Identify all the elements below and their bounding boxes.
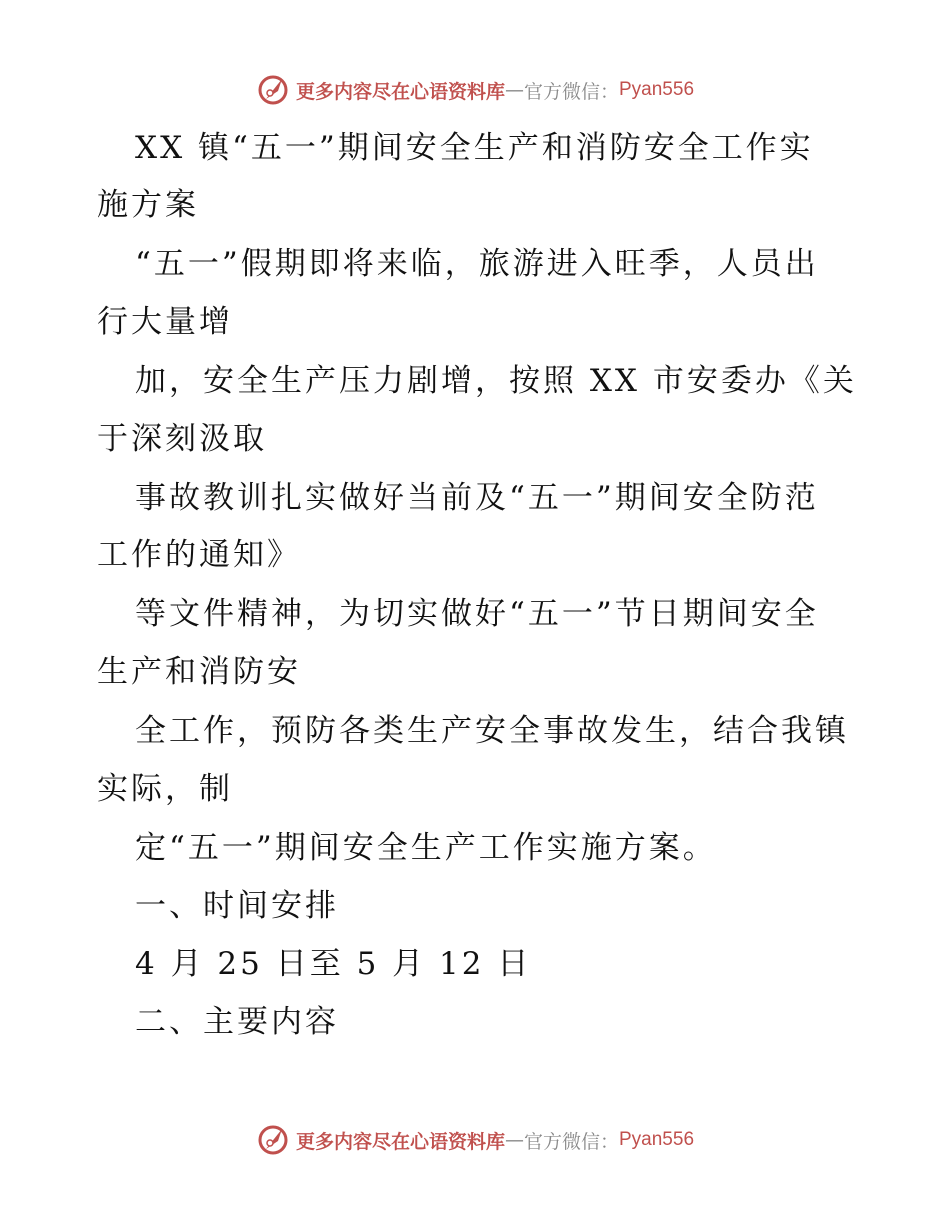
watermark-wechat-label: 官方微信： <box>523 1130 619 1153</box>
paragraph-line: 行大量增 <box>97 304 233 340</box>
watermark-footer <box>0 1122 950 1158</box>
paragraph-line: 定“五一”期间安全生产工作实施方案。 <box>135 830 717 866</box>
paragraph-line: 生产和消防安 <box>97 654 301 690</box>
watermark-wechat-id: Pyan556 <box>619 1129 695 1150</box>
paragraph-line: “五一”假期即将来临，旅游进入旺季，人员出 <box>135 246 819 282</box>
watermark-dash: — <box>504 79 524 101</box>
paragraph-line: 工作的通知》 <box>97 537 301 573</box>
watermark-wechat-label: 官方微信： <box>523 80 619 103</box>
title-line-2: 施方案 <box>97 187 199 223</box>
paragraph-line: 于深刻汲取 <box>97 421 267 457</box>
section-heading-content: 二、主要内容 <box>135 1004 339 1040</box>
paragraph-line: 实际，制 <box>97 771 233 807</box>
watermark-brand: 更多内容尽在心语资料库 <box>295 1130 505 1153</box>
title-line-1: XX 镇“五一”期间安全生产和消防安全工作实 <box>135 130 814 166</box>
paragraph-line: 加，安全生产压力剧增，按照 XX 市安委办《关 <box>135 363 857 399</box>
watermark-dash: — <box>504 1129 524 1151</box>
watermark-brand: 更多内容尽在心语资料库 <box>295 80 505 103</box>
paragraph-line: 全工作，预防各类生产安全事故发生，结合我镇 <box>135 713 849 749</box>
watermark-wechat-id: Pyan556 <box>619 79 695 100</box>
paragraph-line: 等文件精神，为切实做好“五一”节日期间安全 <box>135 596 819 632</box>
paragraph-line: 事故教训扎实做好当前及“五一”期间安全防范 <box>135 480 819 516</box>
quill-logo-icon <box>256 1123 290 1157</box>
date-range: 4 月 25 日至 5 月 12 日 <box>135 946 532 982</box>
section-heading-time: 一、时间安排 <box>135 888 339 924</box>
